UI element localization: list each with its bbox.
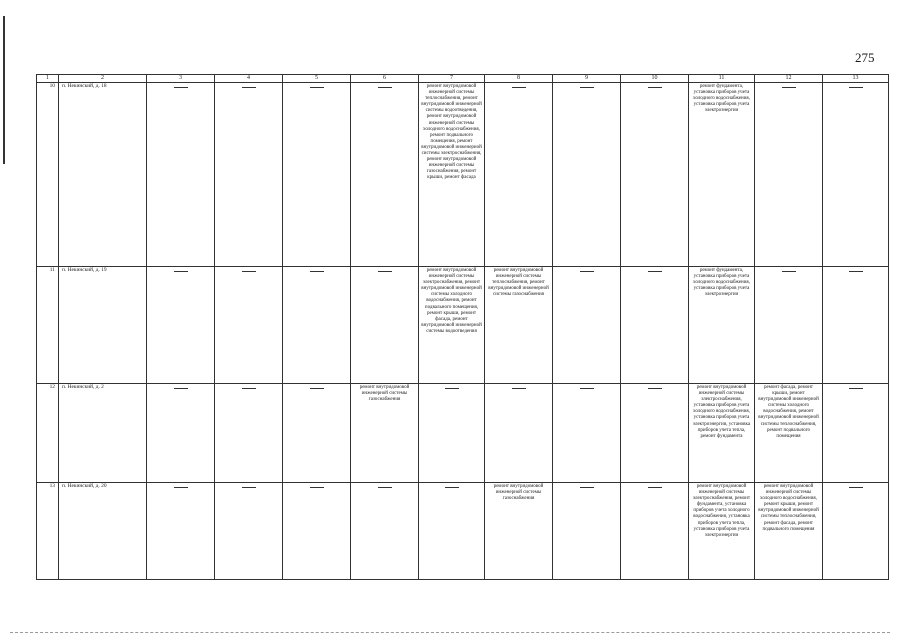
works-cell <box>755 483 823 580</box>
empty-cell <box>485 83 553 267</box>
works-text: ремонт внутридомовой инженерной системы электроснабжения, установка приборов учета холодного водоснабжения, установка приборов учета электроэнергии, установка приборов учета тепла, ремонт фундамента <box>692 385 751 439</box>
empty-cell <box>823 267 889 384</box>
dash-mark <box>648 487 662 488</box>
empty-cell <box>351 83 419 267</box>
works-text: ремонт внутридомовой инженерной системы холодного водоснабжения, ремонт крыши, ремонт внутридомовой инженерной системы теплоснабжения, ремонт фасада, ремонт подвального помещения <box>758 484 819 532</box>
column-number-2: 2 <box>59 75 147 83</box>
dash-mark <box>782 87 796 88</box>
dash-mark <box>580 271 594 272</box>
empty-cell <box>755 267 823 384</box>
table-row <box>37 83 889 267</box>
empty-cell <box>351 267 419 384</box>
header-row <box>37 75 889 83</box>
empty-cell <box>553 483 621 580</box>
works-text: ремонт внутридомовой инженерной системы газоснабжения <box>493 484 544 502</box>
margin-rule <box>3 16 5 164</box>
works-cell <box>689 384 755 483</box>
column-number-13: 13 <box>823 75 889 83</box>
dash-mark <box>174 487 188 488</box>
column-number-5: 5 <box>283 75 351 83</box>
dash-mark <box>648 271 662 272</box>
empty-cell <box>621 83 689 267</box>
dash-mark <box>378 487 392 488</box>
dash-mark <box>174 271 188 272</box>
address-cell: п. Некинский, д. 18 <box>59 83 147 267</box>
dash-mark <box>849 388 863 389</box>
works-text: ремонт внутридомовой инженерной системы электроснабжения, ремонт фундамента, установка приборов учета холодного водоснабжения, установка приборов учета тепла, установка приборов учета электроэнергии <box>692 484 751 538</box>
dash-mark <box>580 87 594 88</box>
dash-mark <box>310 487 324 488</box>
column-number-6: 6 <box>351 75 419 83</box>
table-row <box>37 384 889 483</box>
empty-cell <box>147 483 215 580</box>
empty-cell <box>485 384 553 483</box>
works-cell <box>755 384 823 483</box>
dash-mark <box>242 87 256 88</box>
dash-mark <box>445 388 459 389</box>
works-cell <box>419 267 485 384</box>
empty-cell <box>553 267 621 384</box>
dash-mark <box>378 87 392 88</box>
dash-mark <box>310 271 324 272</box>
empty-cell <box>621 267 689 384</box>
dash-mark <box>174 87 188 88</box>
table-row <box>37 267 889 384</box>
dash-mark <box>512 87 526 88</box>
column-number-10: 10 <box>621 75 689 83</box>
empty-cell <box>823 83 889 267</box>
works-cell <box>351 384 419 483</box>
address-cell: п. Некинский, д. 20 <box>59 483 147 580</box>
empty-cell <box>621 483 689 580</box>
works-cell <box>485 267 553 384</box>
page-number: 275 <box>855 50 875 65</box>
works-cell <box>689 267 755 384</box>
empty-cell <box>419 384 485 483</box>
column-number-4: 4 <box>215 75 283 83</box>
works-text: ремонт фундамента, установка приборов учета холодного водоснабжения, установка приборов учета электроэнергии <box>693 268 750 298</box>
address-cell: п. Некинский, д. 19 <box>59 267 147 384</box>
empty-cell <box>553 384 621 483</box>
empty-cell <box>147 384 215 483</box>
dash-mark <box>378 271 392 272</box>
row-number: 11 <box>37 267 59 384</box>
works-cell <box>419 83 485 267</box>
dash-mark <box>242 487 256 488</box>
works-text: ремонт фундамента, установка приборов учета холодного водоснабжения, установка приборов учета электроэнергии <box>693 84 750 114</box>
column-number-3: 3 <box>147 75 215 83</box>
empty-cell <box>621 384 689 483</box>
row-number: 12 <box>37 384 59 483</box>
row-number: 10 <box>37 83 59 267</box>
column-number-12: 12 <box>755 75 823 83</box>
dash-mark <box>242 388 256 389</box>
works-cell <box>485 483 553 580</box>
empty-cell <box>283 267 351 384</box>
address-cell: п. Некинский, д. 2 <box>59 384 147 483</box>
column-number-7: 7 <box>419 75 485 83</box>
empty-cell <box>351 483 419 580</box>
dash-mark <box>580 388 594 389</box>
empty-cell <box>215 83 283 267</box>
dash-mark <box>849 487 863 488</box>
empty-cell <box>147 267 215 384</box>
column-number-9: 9 <box>553 75 621 83</box>
works-text: ремонт внутридомовой инженерной системы теплоснабжения, ремонт внутридомовой инженерной системы водоотведения, ремонт внутридомовой инженерной системы холодного водоснабжения, ремонт подвального помещения, ремонт внутридомовой инженерной системы электроснабжения, ремонт внутридомовой инженерной системы газоснабжения, ремонт крыши, ремонт фасада <box>421 84 482 181</box>
empty-cell <box>147 83 215 267</box>
dash-mark <box>648 388 662 389</box>
empty-cell <box>823 384 889 483</box>
works-table <box>36 74 889 580</box>
dash-mark <box>580 487 594 488</box>
dash-mark <box>849 271 863 272</box>
empty-cell <box>419 483 485 580</box>
dash-mark <box>782 271 796 272</box>
dash-mark <box>310 87 324 88</box>
works-text: ремонт фасада, ремонт крыши, ремонт внутридомовой инженерной системы холодного водоснабжения, ремонт внутридомовой инженерной системы теплоснабжения, ремонт подвального помещения <box>758 385 819 439</box>
works-cell <box>689 483 755 580</box>
works-cell <box>689 83 755 267</box>
empty-cell <box>215 384 283 483</box>
column-number-8: 8 <box>485 75 553 83</box>
empty-cell <box>755 83 823 267</box>
works-text: ремонт внутридомовой инженерной системы электроснабжения, ремонт внутридомовой инженерной системы холодного водоснабжения, ремонт подвального помещения, ремонт крыши, ремонт фасада, ремонт внутридомовой инженерной системы водоотведения <box>421 268 482 334</box>
dash-mark <box>512 388 526 389</box>
empty-cell <box>215 483 283 580</box>
dash-mark <box>174 388 188 389</box>
scan-edge-line <box>10 632 890 633</box>
dash-mark <box>242 271 256 272</box>
works-text: ремонт внутридомовой инженерной системы газоснабжения <box>359 385 410 403</box>
empty-cell <box>283 483 351 580</box>
row-number: 13 <box>37 483 59 580</box>
dash-mark <box>445 487 459 488</box>
dash-mark <box>648 87 662 88</box>
works-text: ремонт внутридомовой инженерной системы теплоснабжения, ремонт внутридомовой инженерной системы газоснабжения <box>488 268 549 298</box>
empty-cell <box>283 384 351 483</box>
column-number-11: 11 <box>689 75 755 83</box>
empty-cell <box>215 267 283 384</box>
table-row <box>37 483 889 580</box>
column-number-1: 1 <box>37 75 59 83</box>
dash-mark <box>310 388 324 389</box>
empty-cell <box>283 83 351 267</box>
dash-mark <box>849 87 863 88</box>
empty-cell <box>553 83 621 267</box>
empty-cell <box>823 483 889 580</box>
